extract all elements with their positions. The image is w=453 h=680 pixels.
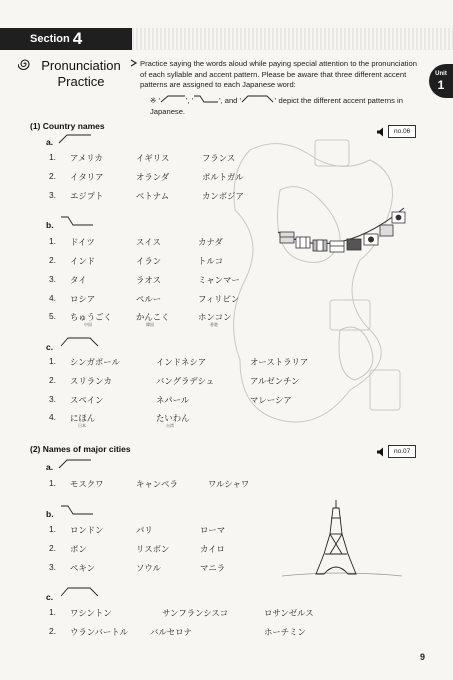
list-item [42,394,362,406]
note-sep1: ', ' [185,96,194,105]
group-label-a: a. [46,462,54,472]
page-number: 9 [419,652,425,662]
word: ネパール [156,395,190,405]
header-stripe [132,28,453,50]
row-number: 3. [49,190,56,200]
word: ラオス [136,275,162,285]
word: ソウル [136,563,161,573]
title-line2: Practice [57,74,105,89]
row-number: 2. [49,626,56,636]
accent-pattern-c-icon [241,95,275,103]
word: ウランバートル [70,627,129,637]
arrow-bullet-icon [130,59,138,67]
word: ロンドン [70,525,104,535]
instruction-body: Practice saying the words aloud while paying special attention to the pronunciation of each syllable and accent pattern. Please be aware that three different accent patterns are assigned to each Japanese word: [140,59,417,90]
audio-track-label: no.07 [388,445,416,458]
list-item [42,543,342,555]
accent-pattern-c-icon [60,337,100,347]
word: インド [70,256,96,266]
list-item [42,311,342,331]
word: たいわん [156,413,190,423]
furigana: 台湾 [166,423,174,428]
word: シンガポール [70,357,120,367]
row-number: 1. [49,524,56,534]
speaker-icon [376,447,386,457]
word: にほん [70,413,96,423]
word: エジプト [70,191,104,201]
note-sep2: ', and ' [219,96,241,105]
word: ホーチミン [264,627,306,637]
row-number: 5. [49,311,56,321]
row-number: 4. [49,293,56,303]
word: スリランカ [70,376,112,386]
row-number: 1. [49,478,56,488]
list-item [42,152,342,164]
section-number: 4 [72,29,83,48]
row-number: 2. [49,375,56,385]
group-label-c: c. [46,592,54,602]
word: カンボジア [202,191,244,201]
row-number: 1. [49,152,56,162]
word: かんこく [136,312,170,322]
word: ボン [70,544,87,554]
list-item [42,274,342,286]
word: アメリカ [70,153,103,163]
unit-tab [429,64,453,98]
word: マニラ [200,563,226,573]
word: ポルトガル [202,172,244,182]
word: イラン [136,256,162,266]
word: ロサンゼルス [264,608,314,618]
row-number: 3. [49,274,56,284]
accent-pattern-a-icon [58,459,92,469]
list-item [42,607,362,619]
row-number: 2. [49,171,56,181]
note-prefix: ※ ' [150,96,160,105]
audio-track-06[interactable] [376,125,416,138]
title-line1: Pronunciation [41,58,121,73]
word: ペキン [70,563,96,573]
word: サンフランシスコ [162,608,229,618]
list-item [42,171,342,183]
accent-pattern-b-icon [60,505,94,515]
word: ミャンマー [198,275,240,285]
list-item [42,255,342,267]
word: モスクワ [70,479,104,489]
word: タイ [70,275,87,285]
word: フィリピン [198,294,240,304]
furigana: 香港 [210,322,218,327]
section-label [0,28,132,50]
word: カナダ [198,237,223,247]
furigana: 日本 [78,423,86,428]
word: ローマ [200,525,226,535]
group-label-a: a. [46,137,54,147]
word: キャンベラ [136,479,178,489]
note-suffix: ' depict the different accent patterns in Japanese. [150,96,403,116]
accent-pattern-b-icon [193,95,219,103]
section-word: Section [30,33,70,45]
accent-pattern-c-icon [60,587,100,597]
word: イタリア [70,172,104,182]
list-item [42,562,342,574]
list-item [42,524,342,536]
word: カイロ [200,544,225,554]
row-number: 3. [49,394,56,404]
word: スペイン [70,395,104,405]
list-item [42,236,342,248]
row-number: 1. [49,356,56,366]
word: バングラデシュ [156,376,215,386]
row-number: 4. [49,412,56,422]
audio-track-label: no.06 [388,125,416,138]
word: スイス [136,237,161,247]
accent-note [150,95,430,117]
word: フランス [202,153,236,163]
city-names-heading: (2) Names of major cities [30,444,131,454]
list-item [42,412,362,432]
list-item [42,478,342,490]
word: ペルー [136,294,162,304]
word: リスボン [136,544,170,554]
page-title [32,58,130,90]
row-number: 3. [49,562,56,572]
speaker-icon [376,127,386,137]
list-item [42,626,362,638]
list-item [42,356,362,368]
furigana: 中国 [84,322,92,327]
word: インドネシア [156,357,207,367]
word: ワシントン [70,608,112,618]
word: ワルシャワ [208,479,250,489]
accent-pattern-b-icon [60,216,94,226]
word: ホンコン [198,312,232,322]
spiral-icon [18,56,32,72]
word: トルコ [198,256,224,266]
instruction-text [140,59,420,91]
audio-track-07[interactable] [376,445,416,458]
word: マレーシア [250,395,292,405]
word: パリ [136,525,153,535]
word: バルセロナ [150,627,192,637]
group-label-b: b. [46,220,54,230]
group-label-b: b. [46,509,54,519]
word: アルゼンチン [250,376,300,386]
word: ロシア [70,294,96,304]
row-number: 2. [49,543,56,553]
row-number: 1. [49,236,56,246]
word: ドイツ [70,237,95,247]
row-number: 1. [49,607,56,617]
accent-pattern-a-icon [58,134,92,144]
country-names-heading: (1) Country names [30,121,105,131]
unit-label: Unit [435,71,447,77]
word: オランダ [136,172,170,182]
row-number: 2. [49,255,56,265]
word: イギリス [136,153,170,163]
list-item [42,375,362,387]
accent-pattern-a-icon [160,95,186,103]
list-item [42,293,342,305]
word: ベトナム [136,191,170,201]
unit-number: 1 [437,78,445,92]
list-item [42,190,342,202]
word: オーストラリア [250,357,309,367]
group-label-c: c. [46,342,54,352]
furigana: 韓国 [146,322,154,327]
word: ちゅうごく [70,312,112,322]
